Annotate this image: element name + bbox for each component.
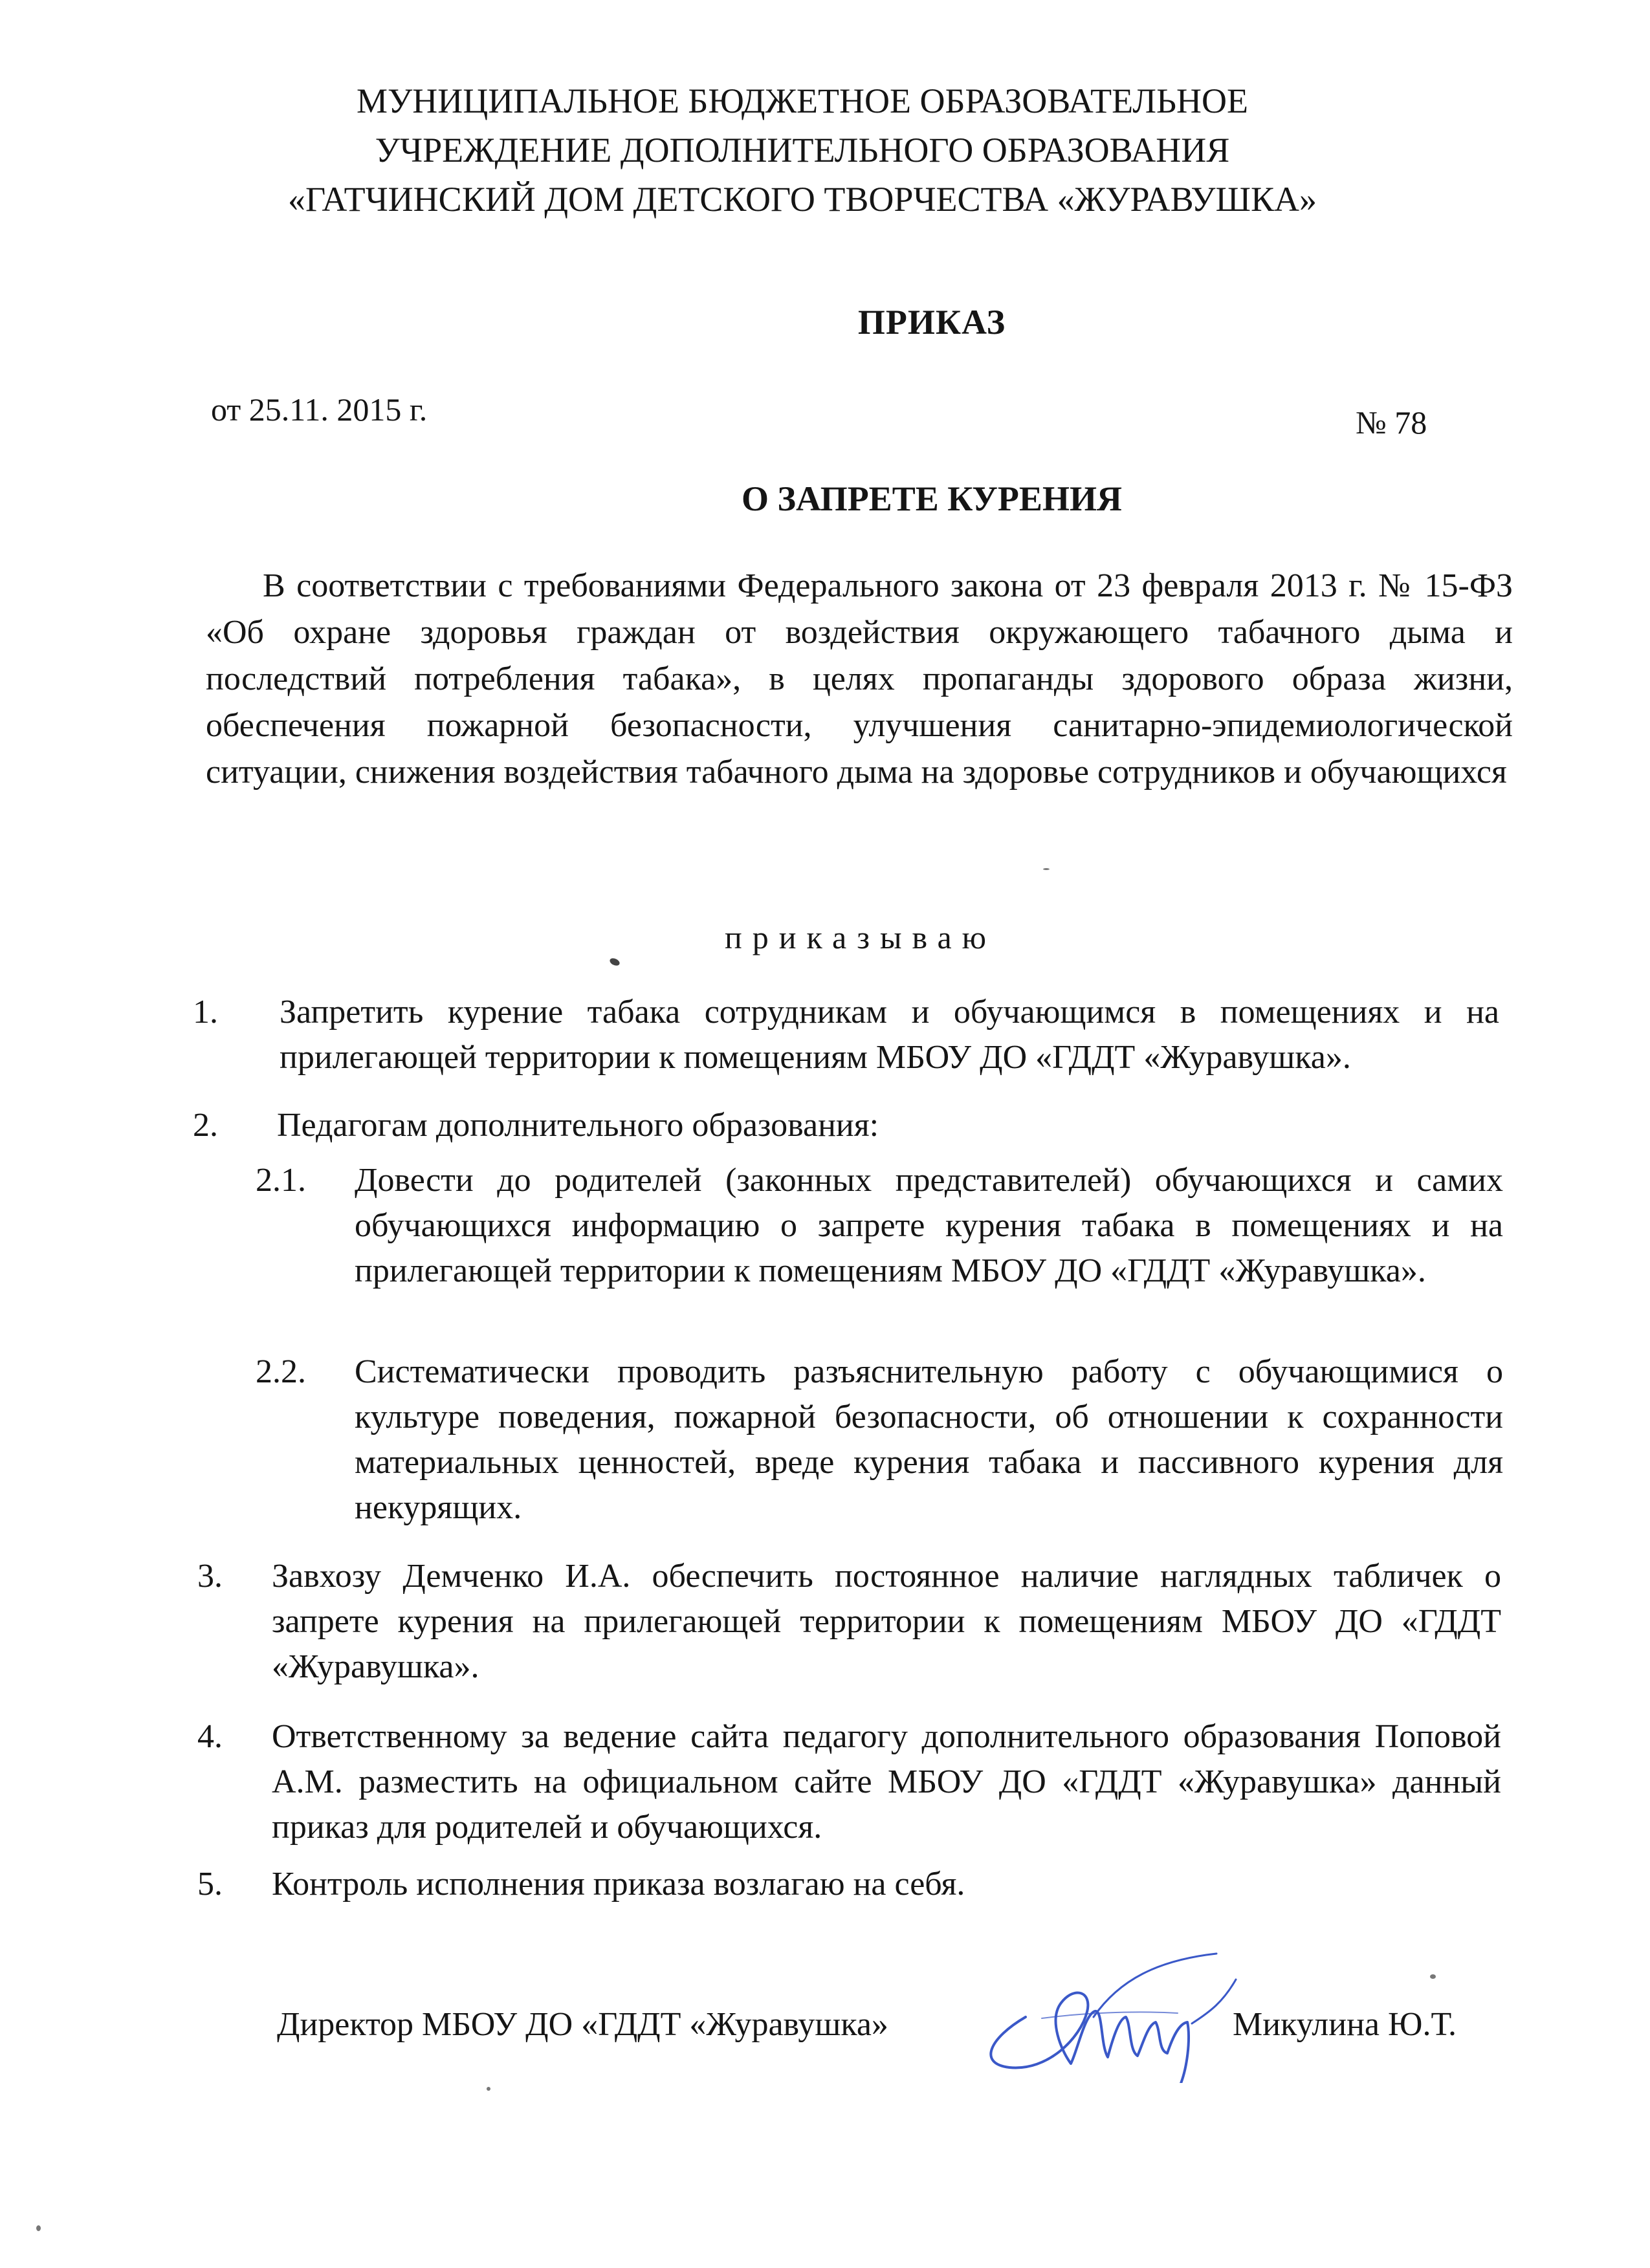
item-text: Систематически проводить разъяснительную работу с обучающимися о культуре поведения, пожарной безопасности, об отношении к сохранности материальных ценностей, вреде курения табака и пассивного курения для некурящих. — [355, 1353, 1503, 1526]
item-text: Педагогам дополнительного образования: — [277, 1107, 879, 1144]
item-text: Завхозу Демченко И.А. обеспечить постоянное наличие наглядных табличек о запрете курения на прилегающей территории к помещениям МБОУ ДО «ГДДТ «Журавушка». — [272, 1558, 1501, 1685]
document-number: № 78 — [1356, 404, 1427, 441]
preamble — [206, 563, 1513, 796]
scan-speck — [1043, 868, 1050, 870]
handwritten-signature-icon — [964, 1941, 1268, 2083]
item-number: 1. — [193, 994, 218, 1030]
scan-speck — [487, 2087, 490, 2091]
list-item — [0, 1103, 1650, 1155]
list-item — [0, 1862, 1650, 1914]
list-item — [0, 1349, 1650, 1543]
item-text: Ответственному за ведение сайта педагогу дополнительного образования Поповой А.М. разместить на официальном сайте МБОУ ДО «ГДДТ «Журавушка» данный приказ для родителей и обучающихся. — [272, 1718, 1501, 1846]
item-number: 2.1. — [256, 1162, 306, 1199]
item-text: Запретить курение табака сотрудникам и обучающимся в помещениях и на прилегающей территории к помещениям МБОУ ДО «ГДДТ «Журавушка». — [280, 994, 1499, 1076]
document-subject: О ЗАПРЕТЕ КУРЕНИЯ — [742, 479, 1122, 518]
director-name: Микулина Ю.Т. — [1233, 2006, 1457, 2043]
header-line-1: МУНИЦИПАЛЬНОЕ БЮДЖЕТНОЕ ОБРАЗОВАТЕЛЬНОЕ — [356, 82, 1249, 120]
order-word: приказываю — [724, 919, 997, 955]
header-line-2: УЧРЕЖДЕНИЕ ДОПОЛНИТЕЛЬНОГО ОБРАЗОВАНИЯ — [375, 131, 1230, 169]
organization-header — [194, 76, 1411, 224]
item-number: 4. — [197, 1718, 223, 1755]
document-date: от 25.11. 2015 г. — [211, 391, 428, 428]
scan-speck — [1430, 1974, 1436, 1979]
item-number: 5. — [197, 1866, 223, 1903]
item-number: 2.2. — [256, 1353, 306, 1390]
item-text: Контроль исполнения приказа возлагаю на себя. — [272, 1866, 965, 1903]
list-item — [0, 1554, 1650, 1696]
list-item — [0, 990, 1650, 1087]
item-number: 2. — [193, 1107, 218, 1144]
list-item — [0, 1158, 1650, 1346]
scan-speck — [36, 2225, 41, 2231]
director-position: Директор МБОУ ДО «ГДДТ «Журавушка» — [277, 2006, 888, 2043]
preamble-text: В соответствии с требованиями Федерального закона от 23 февраля 2013 г. № 15-ФЗ «Об охране здоровья граждан от воздействия окружающего табачного дыма и последствий потребления табака», в целях пропаганды здорового образа жизни, обеспечения пожарной безопасности, улучшения санитарно-эпидемиологической ситуации, снижения воздействия табачного дыма на здоровье сотрудников и обучающихся — [206, 567, 1513, 791]
ink-dot — [609, 957, 621, 967]
item-number: 3. — [197, 1558, 223, 1595]
header-line-3: «ГАТЧИНСКИЙ ДОМ ДЕТСКОГО ТВОРЧЕСТВА «ЖУРАВУШКА» — [288, 180, 1317, 219]
item-text: Довести до родителей (законных представителей) обучающихся и самих обучающихся информацию о запрете курения табака в помещениях и на прилегающей территории к помещениям МБОУ ДО «ГДДТ «Журавушка». — [355, 1162, 1503, 1289]
document-type: ПРИКАЗ — [857, 303, 1006, 342]
list-item — [0, 1714, 1650, 1857]
